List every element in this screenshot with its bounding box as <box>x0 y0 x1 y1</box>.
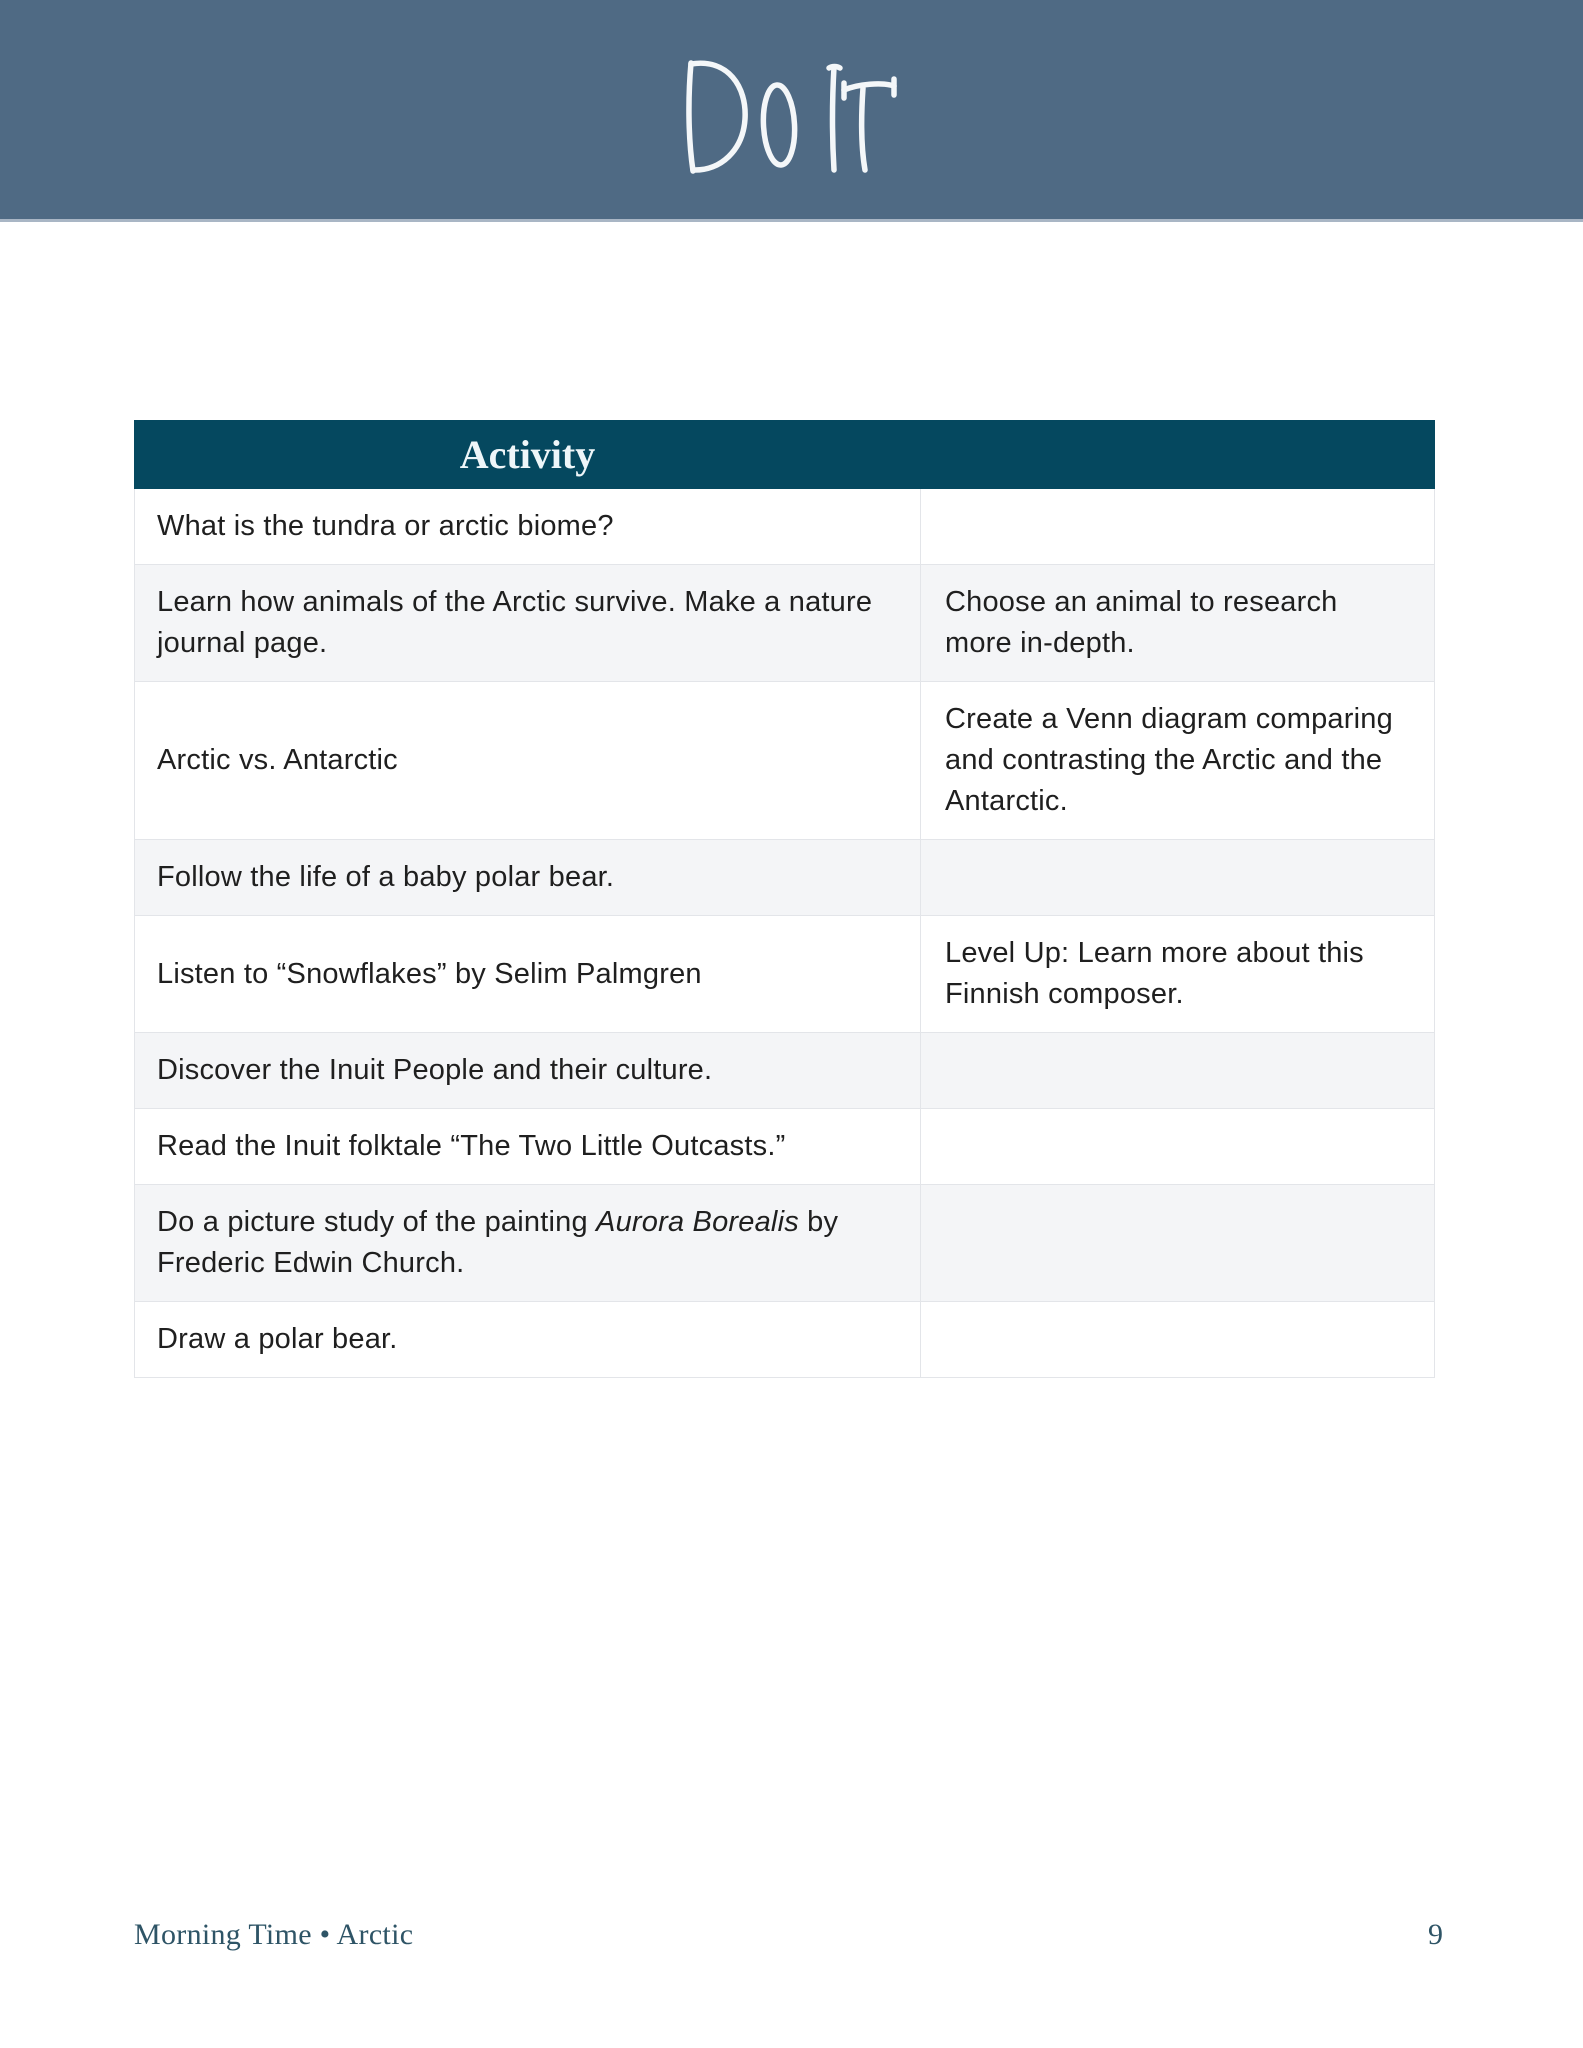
page-banner <box>0 0 1583 222</box>
page-number: 9 <box>1428 1918 1443 1951</box>
extension-cell <box>921 1109 1435 1185</box>
activity-cell: Arctic vs. Antarctic <box>135 682 921 840</box>
extension-cell <box>921 840 1435 916</box>
activity-cell: Listen to “Snowflakes” by Selim Palmgren <box>135 916 921 1033</box>
activity-cell: Read the Inuit folktale “The Two Little Outcasts.” <box>135 1109 921 1185</box>
table-row <box>135 1033 1435 1109</box>
activity-cell: Learn how animals of the Arctic survive. Make a nature journal page. <box>135 565 921 682</box>
activity-cell: Draw a polar bear. <box>135 1302 921 1378</box>
table-row <box>135 489 1435 565</box>
table-row <box>135 565 1435 682</box>
table-header-row <box>135 421 1435 489</box>
table-row <box>135 682 1435 840</box>
activity-column-header: Activity <box>135 421 921 489</box>
activity-cell: Follow the life of a baby polar bear. <box>135 840 921 916</box>
do-it-title <box>676 57 908 177</box>
table-row <box>135 1185 1435 1302</box>
activity-text: by Frederic Edwin Church. <box>157 1206 839 1279</box>
activity-cell: Discover the Inuit People and their culture. <box>135 1033 921 1109</box>
extension-cell: Create a Venn diagram comparing and contrasting the Arctic and the Antarctic. <box>921 682 1435 840</box>
activity-text: Do a picture study of the painting <box>157 1206 597 1238</box>
extension-cell <box>921 1033 1435 1109</box>
extension-cell <box>921 1302 1435 1378</box>
table-row <box>135 1302 1435 1378</box>
page-footer <box>134 1918 1443 1952</box>
table-row <box>135 840 1435 916</box>
activity-cell: What is the tundra or arctic biome? <box>135 489 921 565</box>
activity-table <box>134 420 1435 1378</box>
extension-cell <box>921 489 1435 565</box>
extension-cell: Choose an animal to research more in-depth. <box>921 565 1435 682</box>
activity-cell <box>135 1185 921 1302</box>
extension-cell <box>921 1185 1435 1302</box>
table-row <box>135 916 1435 1033</box>
table-row <box>135 1109 1435 1185</box>
extension-column-header <box>921 421 1435 489</box>
painting-title: Aurora Borealis <box>596 1206 799 1238</box>
footer-title: Morning Time • Arctic <box>134 1918 414 1951</box>
extension-cell: Level Up: Learn more about this Finnish composer. <box>921 916 1435 1033</box>
